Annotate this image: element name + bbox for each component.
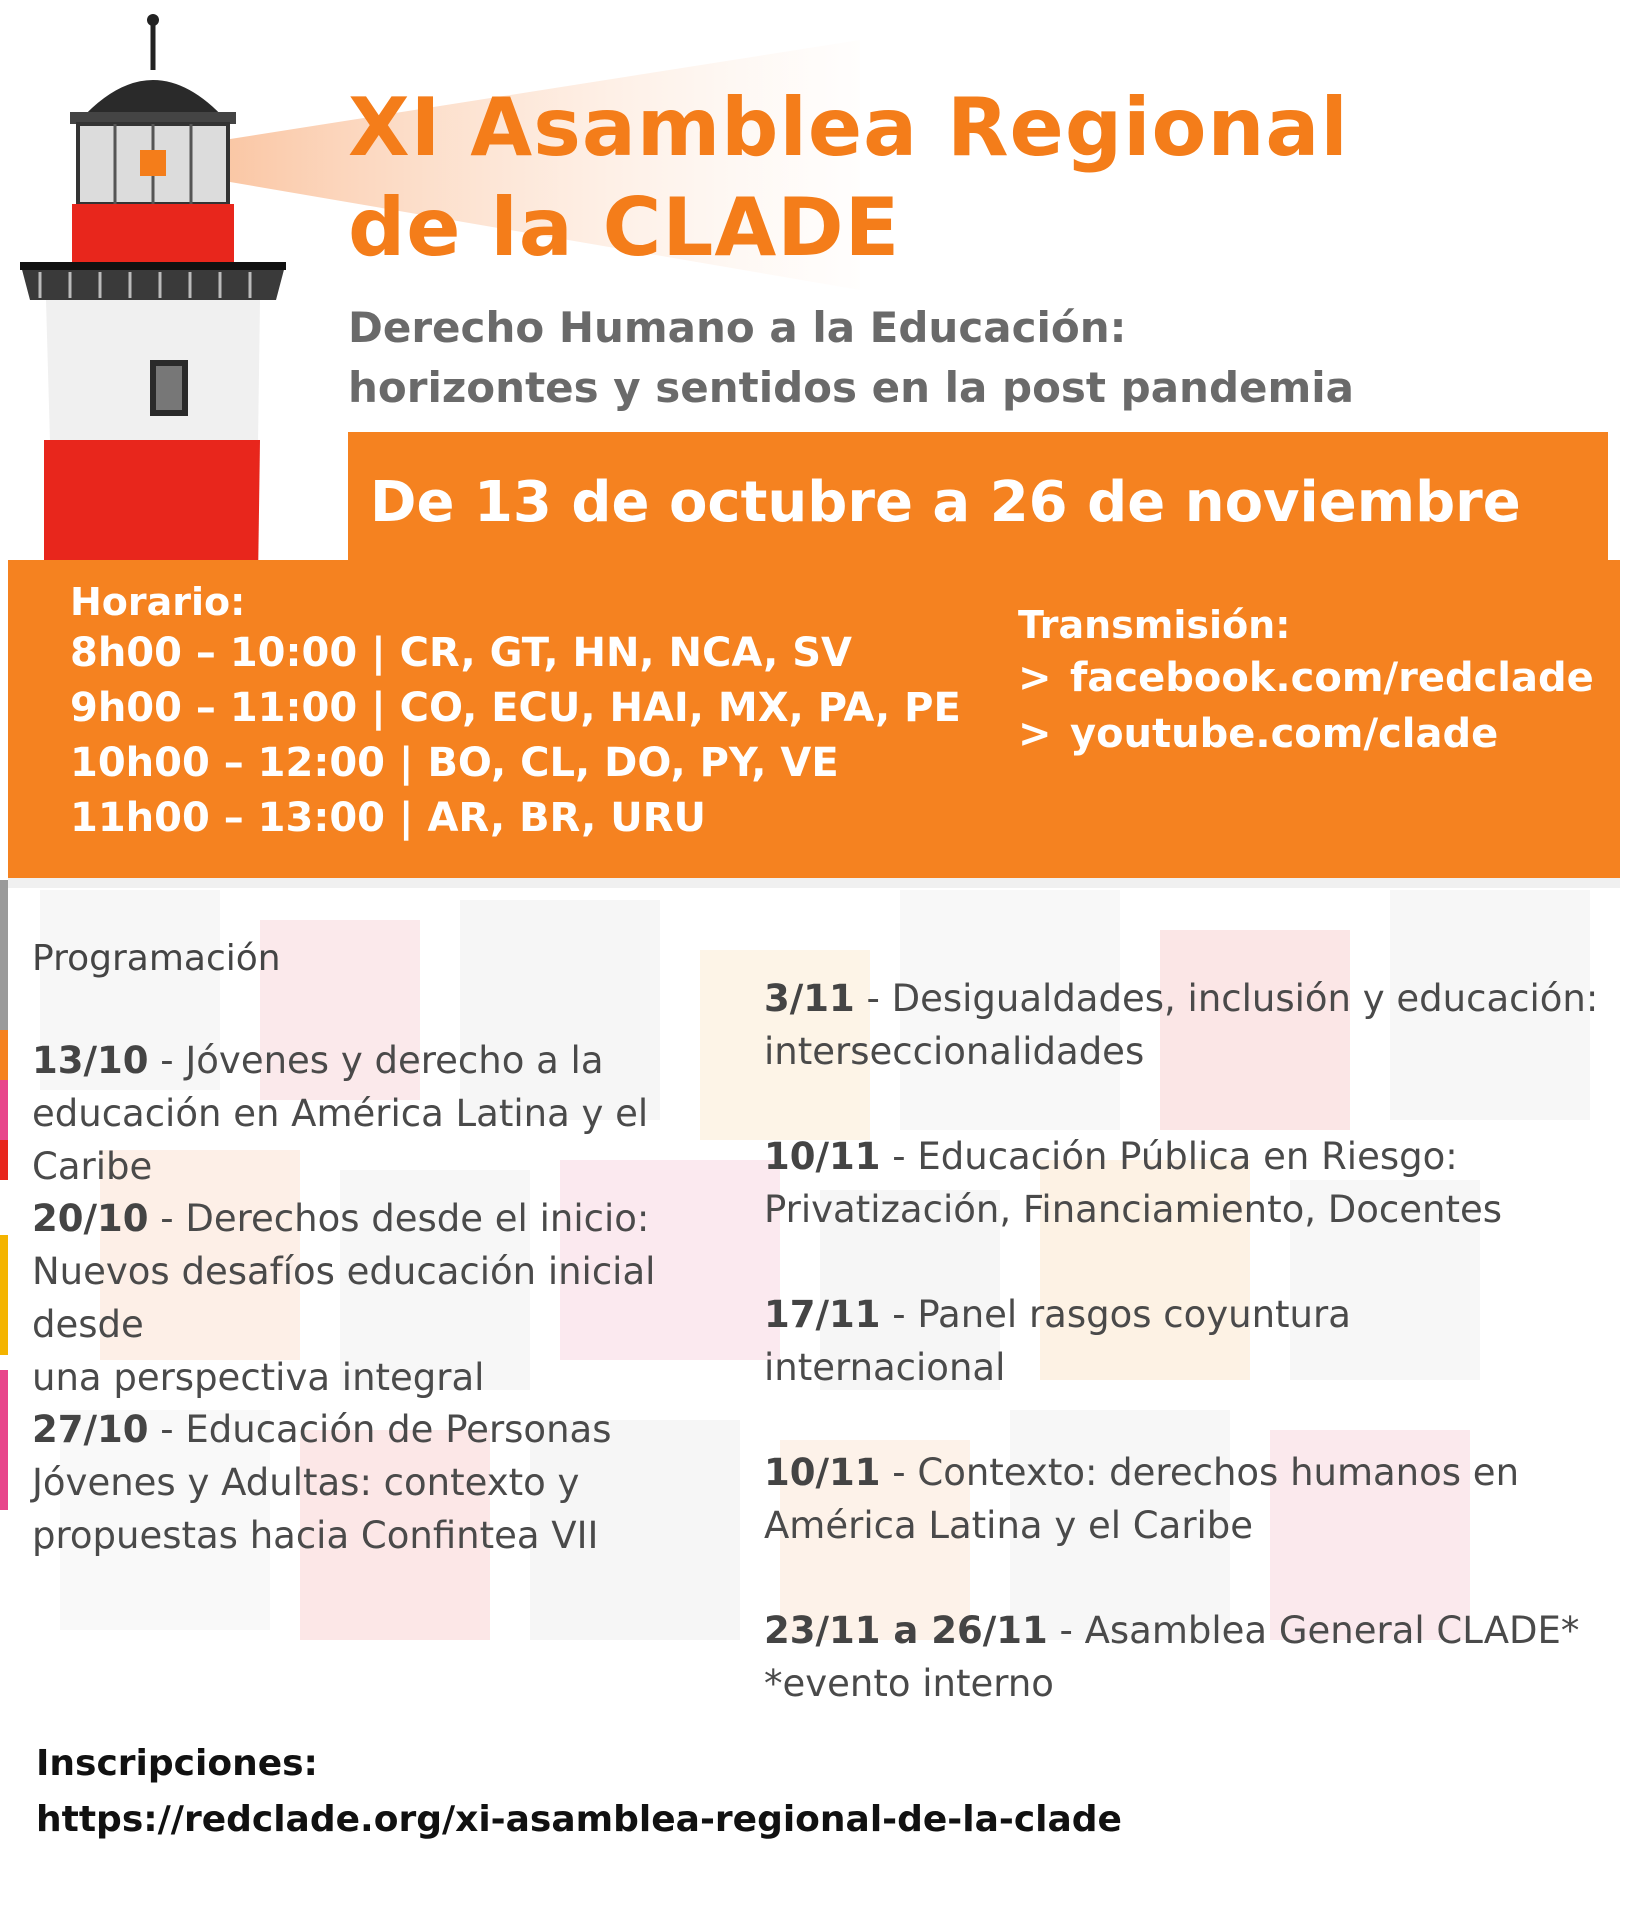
programme-date: 17/11 xyxy=(764,1293,881,1336)
schedule-line: 10h00 – 12:00 | BO, CL, DO, PY, VE xyxy=(70,740,839,786)
programme-date: 10/11 xyxy=(764,1451,881,1494)
chevron-right-icon: > xyxy=(1018,655,1052,701)
programme-text: interseccionalidades xyxy=(764,1030,1145,1073)
programme-text: Asamblea General CLADE* xyxy=(1084,1609,1580,1652)
registration-block xyxy=(36,1736,1122,1848)
subtitle xyxy=(348,298,1608,418)
programme-date: 20/10 xyxy=(32,1197,149,1240)
edge-tab-pink xyxy=(0,1080,8,1140)
programme-text: Jóvenes y Adultas: contexto y xyxy=(32,1461,580,1504)
registration-heading: Inscripciones: xyxy=(36,1743,318,1784)
programme-text: Nuevos desafíos educación inicial desde xyxy=(32,1250,656,1346)
programme-text: Privatización, Financiamiento, Docentes xyxy=(764,1188,1503,1231)
programme-separator: - xyxy=(880,1451,918,1494)
programme-text: Derechos desde el inicio: xyxy=(185,1197,650,1240)
programme-separator: - xyxy=(854,977,892,1020)
edge-tab-gray xyxy=(0,880,8,1030)
schedule-line: 9h00 – 11:00 | CO, ECU, HAI, MX, PA, PE xyxy=(70,685,961,731)
programme-item xyxy=(764,972,1614,1078)
schedule-block xyxy=(70,578,961,846)
programme-note: *evento interno xyxy=(764,1662,1054,1705)
edge-tab-yellow xyxy=(0,1235,8,1355)
programme-item xyxy=(764,1446,1614,1552)
programme-item xyxy=(764,1288,1614,1394)
programme-text: América Latina y el Caribe xyxy=(764,1504,1254,1547)
programme-text: internacional xyxy=(764,1346,1006,1389)
programme-date: 10/11 xyxy=(764,1135,881,1178)
subtitle-line-2: horizontes y sentidos en la post pandemia xyxy=(348,363,1354,412)
schedule-heading: Horario: xyxy=(70,580,246,624)
schedule-line: 8h00 – 10:00 | CR, GT, HN, NCA, SV xyxy=(70,630,852,676)
programme-separator: - xyxy=(880,1293,918,1336)
programme-text: Educación de Personas xyxy=(185,1408,612,1451)
programme-separator: - xyxy=(148,1408,186,1451)
edge-tab-pink-2 xyxy=(0,1370,8,1510)
info-banner-shadow xyxy=(8,878,1620,888)
programme-item xyxy=(764,1130,1614,1236)
registration-link[interactable]: https://redclade.org/xi-asamblea-regional-de-la-clade xyxy=(36,1799,1122,1840)
programme-heading: Programación xyxy=(32,938,281,979)
subtitle-line-1: Derecho Humano a la Educación: xyxy=(348,303,1127,352)
programme-separator: - xyxy=(148,1039,186,1082)
streaming-link-text[interactable]: youtube.com/clade xyxy=(1070,711,1499,757)
streaming-link-facebook[interactable] xyxy=(1018,650,1594,706)
programme-text: propuestas hacia Confintea VII xyxy=(32,1514,599,1557)
programme-separator: - xyxy=(148,1197,186,1240)
streaming-block xyxy=(1018,600,1594,762)
edge-tab-orange xyxy=(0,1030,8,1080)
programme-text: Desigualdades, inclusión y educación: xyxy=(891,977,1599,1020)
programme-text: Contexto: derechos humanos en xyxy=(917,1451,1520,1494)
title-line-1: XI Asamblea Regional xyxy=(348,81,1349,174)
programme-item xyxy=(32,1192,772,1404)
title-line-2: de la CLADE xyxy=(348,181,901,274)
event-dates: De 13 de octubre a 26 de noviembre xyxy=(370,470,1521,535)
programme-text: una perspectiva integral xyxy=(32,1356,485,1399)
programme-text: Panel rasgos coyuntura xyxy=(917,1293,1351,1336)
streaming-link-text[interactable]: facebook.com/redclade xyxy=(1070,655,1594,701)
programme-separator: - xyxy=(1047,1609,1085,1652)
programme-text: Jóvenes y derecho a la xyxy=(185,1039,604,1082)
chevron-right-icon: > xyxy=(1018,711,1052,757)
schedule-line: 11h00 – 13:00 | AR, BR, URU xyxy=(70,795,706,841)
programme-date: 3/11 xyxy=(764,977,855,1020)
programme-text: Educación Pública en Riesgo: xyxy=(917,1135,1458,1178)
page-title xyxy=(348,78,1608,278)
programme-date: 13/10 xyxy=(32,1039,149,1082)
streaming-heading: Transmisión: xyxy=(1018,603,1291,647)
programme-item xyxy=(32,1403,772,1562)
programme-date: 23/11 a 26/11 xyxy=(764,1609,1048,1652)
programme-separator: - xyxy=(880,1135,918,1178)
edge-tab-red xyxy=(0,1140,8,1180)
programme-text: educación en América Latina y el Caribe xyxy=(32,1092,649,1188)
programme-date: 27/10 xyxy=(32,1408,149,1451)
programme-item xyxy=(764,1604,1614,1710)
streaming-link-youtube[interactable] xyxy=(1018,706,1594,762)
programme-item xyxy=(32,1034,772,1193)
